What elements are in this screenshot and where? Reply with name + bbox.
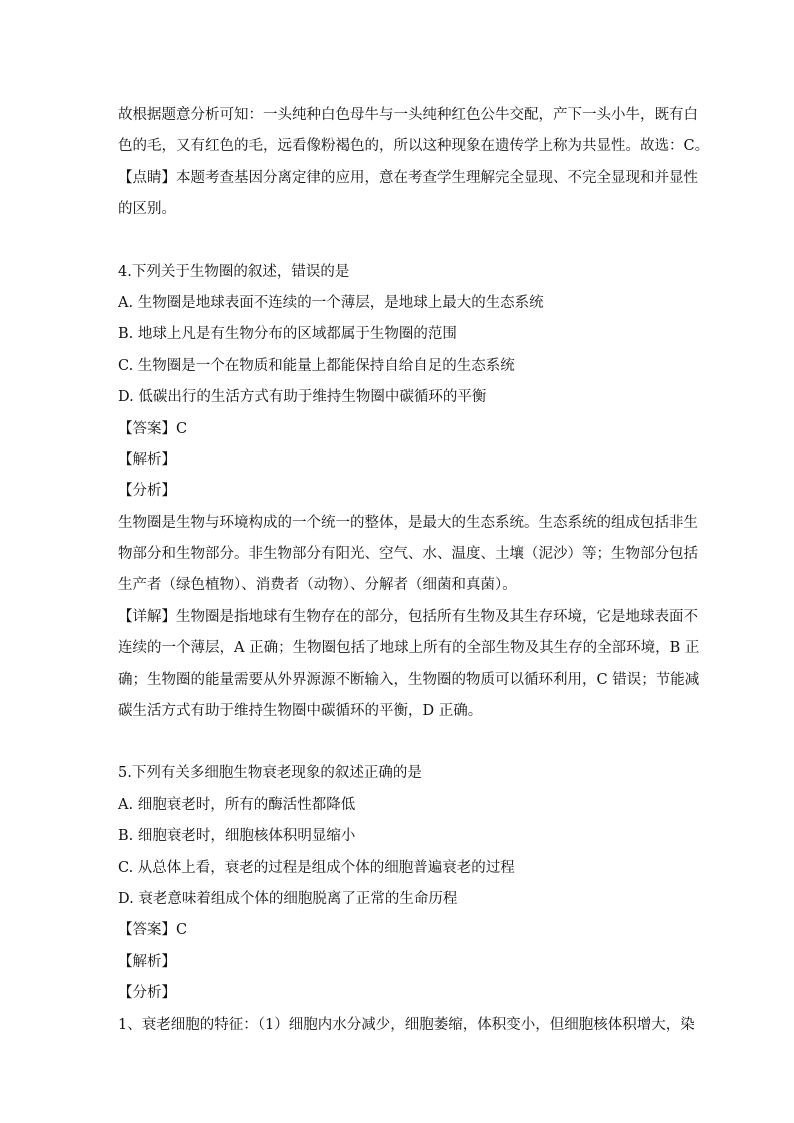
question-4-fenxi-line: 物部分和生物部分。非生物部分有阳光、空气、水、温度、土壤（泥沙）等；生物部分包括	[118, 546, 698, 563]
question-4-detail-line: 确；生物圈的能量需要从外界源源不断输入，生物圈的物质可以循环利用，C 错误；节能减	[118, 671, 700, 688]
question-5-option-d: D. 衰老意味着组成个体的细胞脱离了正常的生命历程	[118, 890, 458, 907]
text-line: 的区别。	[118, 201, 176, 218]
question-5-option-b: B. 细胞衰老时，细胞核体积明显缩小	[118, 828, 356, 845]
question-4-fenxi-line: 生产者（绿色植物）、消费者（动物）、分解者（细菌和真菌）。	[118, 577, 517, 594]
question-5-stem: 5.下列有关多细胞生物衰老现象的叙述正确的是	[118, 765, 422, 782]
spacer	[118, 226, 684, 257]
text-line: 故根据题意分析可知：一头纯种白色母牛与一头纯种红色公牛交配，产下一头小牛，既有白	[118, 107, 698, 123]
question-5-fenxi-line: 1、衰老细胞的特征：（1）细胞内水分减少，细胞萎缩，体积变小，但细胞核体积增大，染	[118, 1016, 695, 1033]
question-5-option-a: A. 细胞衰老时，所有的酶活性都降低	[118, 796, 356, 813]
question-4-detail-line: 连续的一个薄层，A 正确；生物圈包括了地球上所有的全部生物及其生存的全部环境，B 正	[118, 640, 700, 657]
spacer	[118, 727, 684, 758]
question-4-option-c: C. 生物圈是一个在物质和能量上都能保持自给自足的生态系统	[118, 357, 515, 374]
question-4-detail-line: 碳生活方式有助于维持生物圈中碳循环的平衡，D 正确。	[118, 703, 483, 720]
question-4-detail-line: 【详解】生物圈是指地球有生物存在的部分，包括所有生物及其生存环境，它是地球表面不	[118, 608, 698, 625]
document-page	[118, 100, 710, 1041]
question-4-fenxi-line: 生物圈是生物与环境构成的一个统一的整体，是最大的生态系统。生态系统的组成包括非生	[118, 514, 698, 531]
question-5-analysis-heading: 【解析】	[118, 953, 176, 970]
question-5-answer: 【答案】C	[118, 922, 188, 939]
question-4-option-b: B. 地球上凡是有生物分布的区域都属于生物圈的范围	[118, 326, 457, 343]
question-4-fenxi-heading: 【分析】	[118, 483, 176, 500]
text-line: 【点睛】本题考查基因分离定律的应用，意在考查学生理解完全显现、不完全显现和并显性	[118, 169, 698, 186]
question-4-option-a: A. 生物圈是地球表面不连续的一个薄层，是地球上最大的生态系统	[118, 294, 544, 311]
question-5-option-c: C. 从总体上看，衰老的过程是组成个体的细胞普遍衰老的过程	[118, 859, 515, 876]
question-4-option-d: D. 低碳出行的生活方式有助于维持生物圈中碳循环的平衡	[118, 389, 487, 406]
text-line: 色的毛，又有红色的毛，远看像粉褐色的，所以这种现象在遗传学上称为共显性。故选：C。	[118, 138, 710, 155]
question-4-analysis-heading: 【解析】	[118, 451, 176, 468]
question-5-fenxi-heading: 【分析】	[118, 985, 176, 1002]
question-4-answer: 【答案】C	[118, 420, 188, 437]
question-4-stem: 4.下列关于生物圈的叙述，错误的是	[118, 263, 350, 280]
